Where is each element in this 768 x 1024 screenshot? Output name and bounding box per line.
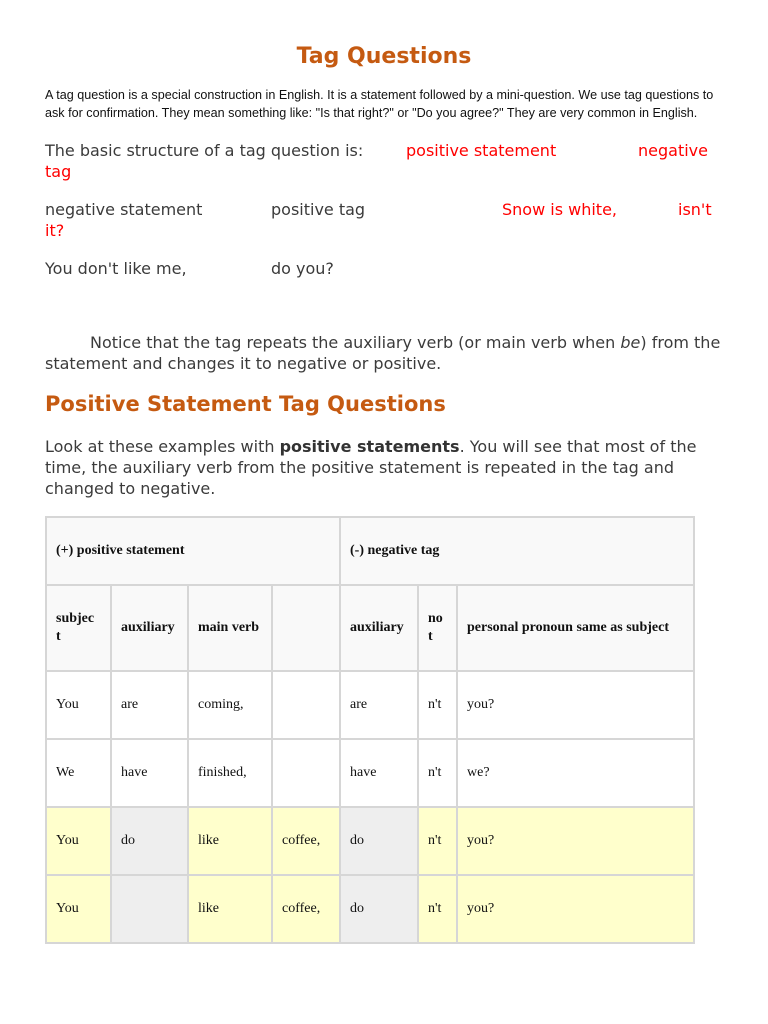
table-cell: like xyxy=(188,807,272,875)
table-cell xyxy=(272,739,340,807)
section-heading: Positive Statement Tag Questions xyxy=(45,392,446,416)
col-header-auxiliary: auxiliary xyxy=(111,585,188,671)
col-header-pronoun: personal pronoun same as subject xyxy=(457,585,694,671)
col-header-not: no t xyxy=(418,585,457,671)
table-cell: have xyxy=(111,739,188,807)
table-cell: like xyxy=(188,875,272,943)
example-2-tag: do you? xyxy=(271,259,334,278)
page-title: Tag Questions xyxy=(296,44,472,69)
col-header-empty xyxy=(272,585,340,671)
table-row xyxy=(46,739,694,807)
table-cell: we? xyxy=(457,739,694,807)
table-cell: finished, xyxy=(188,739,272,807)
example-1-statement: Snow is white, xyxy=(502,200,617,219)
look-text-after: . You will see that most of the time, the auxiliary verb from the positive statement is repeated in the tag and changed to negative. xyxy=(45,437,697,498)
table-cell: do xyxy=(340,875,418,943)
table-cell: have xyxy=(340,739,418,807)
positive-tag-label: positive tag xyxy=(271,200,366,219)
structure-line-5 xyxy=(45,259,715,279)
example-1-tag-part-2: it? xyxy=(45,221,65,240)
table-cell: do xyxy=(340,807,418,875)
table-cell: You xyxy=(46,671,111,739)
table-cell: You xyxy=(46,875,111,943)
table-cell: We xyxy=(46,739,111,807)
look-text-before: Look at these examples with xyxy=(45,437,280,456)
structure-line-4 xyxy=(45,221,715,241)
table-row-highlighted xyxy=(46,807,694,875)
intro-paragraph: A tag question is a special construction in English. It is a statement followed by a mini-question. We use tag questions to ask for confirmation. They mean something like: "Is that right?" or "Do you agree?" They are very common in English. xyxy=(45,88,714,120)
table-cell: coming, xyxy=(188,671,272,739)
group-header-row xyxy=(46,517,694,585)
tag-label: tag xyxy=(45,162,72,181)
negative-tag-header: (-) negative tag xyxy=(340,517,694,585)
tag-question-table xyxy=(45,516,695,944)
look-bold-text: positive statements xyxy=(279,437,460,456)
col-header-tag-auxiliary: auxiliary xyxy=(340,585,418,671)
structure-line-1 xyxy=(45,141,715,161)
table-cell: do xyxy=(111,807,188,875)
negative-statement-label: negative statement xyxy=(45,200,203,219)
table-cell: coffee, xyxy=(272,807,340,875)
example-2-statement: You don't like me, xyxy=(45,259,187,278)
table-cell: n't xyxy=(418,671,457,739)
table-cell xyxy=(272,671,340,739)
table-cell: n't xyxy=(418,739,457,807)
col-header-main-verb: main verb xyxy=(188,585,272,671)
table-cell: you? xyxy=(457,875,694,943)
example-1-tag-part-1: isn't xyxy=(678,200,712,219)
notice-paragraph xyxy=(45,332,725,374)
negative-label: negative xyxy=(638,141,708,160)
table-cell: are xyxy=(111,671,188,739)
examples-intro-paragraph xyxy=(45,436,725,499)
notice-text-before: Notice that the tag repeats the auxiliary verb (or main verb when xyxy=(90,333,621,352)
column-header-row xyxy=(46,585,694,671)
col-header-subject: subjec t xyxy=(46,585,111,671)
positive-statement-label: positive statement xyxy=(406,141,557,160)
table-cell: coffee, xyxy=(272,875,340,943)
table-cell: n't xyxy=(418,807,457,875)
table-cell: n't xyxy=(418,875,457,943)
notice-italic-be: be xyxy=(620,333,641,352)
notice-text-after: ) from the statement and changes it to negative or positive. xyxy=(45,333,721,373)
table-cell: are xyxy=(340,671,418,739)
structure-lead: The basic structure of a tag question is: xyxy=(45,141,364,160)
table-cell: You xyxy=(46,807,111,875)
positive-statement-header: (+) positive statement xyxy=(46,517,340,585)
structure-line-3 xyxy=(45,200,715,220)
table-cell: you? xyxy=(457,671,694,739)
table-row xyxy=(46,671,694,739)
table-row-highlighted xyxy=(46,875,694,943)
structure-line-2 xyxy=(45,162,715,182)
table-cell: you? xyxy=(457,807,694,875)
table-cell xyxy=(111,875,188,943)
